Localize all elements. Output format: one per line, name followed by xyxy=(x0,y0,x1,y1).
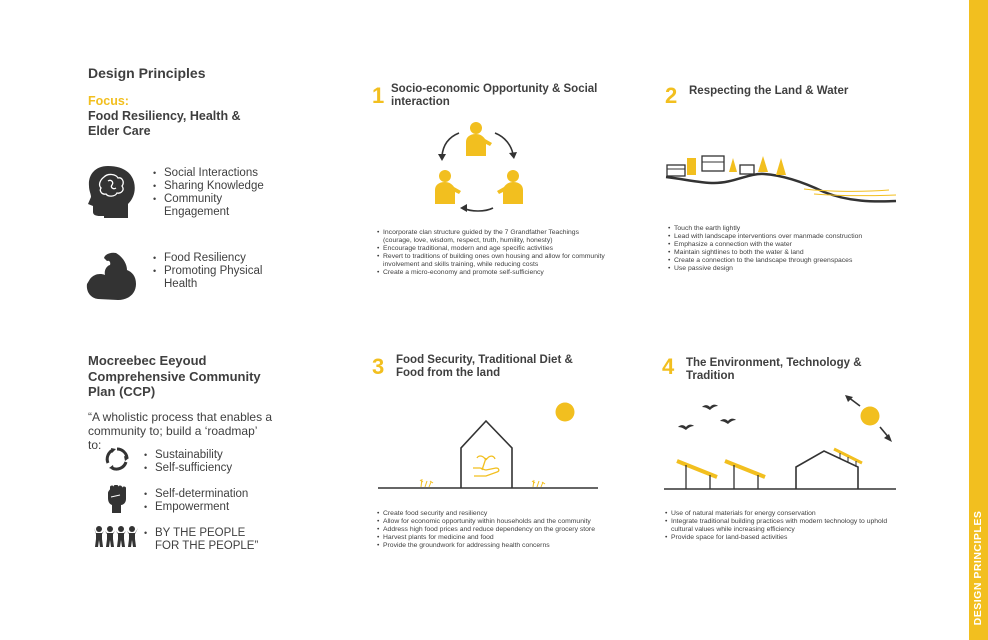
mind-list xyxy=(153,167,273,219)
list-item: • Provide the groundwork for addressing health concerns xyxy=(377,542,607,550)
section-4-title: The Environment, Technology & Tradition xyxy=(686,357,862,382)
list-item: • Use of natural materials for energy conservation xyxy=(665,510,901,518)
list-item: • Create food security and resiliency xyxy=(377,510,607,518)
flexed-arm-icon xyxy=(86,251,138,301)
social-cycle-illustration xyxy=(425,118,535,218)
strength-list xyxy=(153,252,273,291)
greenhouse-illustration xyxy=(376,398,601,493)
people-list xyxy=(144,527,269,553)
list-item: • Community Engagement xyxy=(153,193,273,219)
list-item: • Integrate traditional building practices with modern technology to uphold cultural values while increasing efficiency xyxy=(665,518,901,534)
section-1-number: 1 xyxy=(372,83,385,108)
section-3-list xyxy=(377,510,607,550)
people-group-icon xyxy=(93,525,139,549)
list-item: • Social Interactions xyxy=(153,167,273,180)
section-3-title: Food Security, Traditional Diet & Food from the land xyxy=(396,354,573,379)
section-2-list xyxy=(668,225,908,273)
list-item: • Sharing Knowledge xyxy=(153,180,273,193)
list-item: • Maintain sightlines to both the water & land xyxy=(668,249,908,257)
list-item: • Provide space for land-based activities xyxy=(665,534,901,542)
list-item: • Create a micro-economy and promote self-sufficiency xyxy=(377,269,607,277)
list-item: • BY THE PEOPLE FOR THE PEOPLE” xyxy=(144,527,269,553)
section-4-list xyxy=(665,510,901,542)
list-item: • Food Resiliency xyxy=(153,252,273,265)
list-item: • Self-sufficiency xyxy=(144,462,264,475)
list-item: • Incorporate clan structure guided by the 7 Grandfather Teachings (courage, love, wisdom, respect, truth, humility, honesty) xyxy=(377,229,607,245)
raised-fist-icon xyxy=(106,485,128,513)
page-title: Design Principles xyxy=(88,65,206,81)
list-item: • Address high food prices and reduce dependency on the grocery store xyxy=(377,526,607,534)
sidebar-label: DESIGN PRINCIPLES xyxy=(972,510,984,626)
list-item: • Create a connection to the landscape through greenspaces xyxy=(668,257,908,265)
section-3-number: 3 xyxy=(372,354,385,379)
focus-text: Food Resiliency, Health & Elder Care xyxy=(88,109,241,138)
list-item: • Encourage traditional, modern and age specific activities xyxy=(377,245,607,253)
solar-environment-illustration xyxy=(662,393,900,493)
list-item: • Promoting Physical Health xyxy=(153,265,273,291)
list-item: • Allow for economic opportunity within households and the community xyxy=(377,518,607,526)
list-item: • Touch the earth lightly xyxy=(668,225,908,233)
ccp-title: Mocreebec Eeyoud Comprehensive Community Plan (CCP) xyxy=(88,353,261,399)
cycle-list xyxy=(144,449,264,475)
section-1-title: Socio-economic Opportunity & Social interaction xyxy=(391,83,598,108)
section-2-title: Respecting the Land & Water xyxy=(689,85,849,97)
ccp-quote: “A wholistic process that enables a community to; build a ‘roadmap’ to: xyxy=(88,410,273,452)
list-item: • Use passive design xyxy=(668,265,908,273)
focus-label: Focus: xyxy=(88,94,129,108)
list-item: • Lead with landscape interventions over manmade construction xyxy=(668,233,908,241)
section-2-number: 2 xyxy=(665,83,678,108)
list-item: • Harvest plants for medicine and food xyxy=(377,534,607,542)
land-water-illustration xyxy=(664,150,899,210)
list-item: • Revert to traditions of building ones own housing and allow for community involvement and skills training, while reducing costs xyxy=(377,253,607,269)
section-1-list xyxy=(377,229,607,277)
fist-list xyxy=(144,488,264,514)
mind-head-icon xyxy=(86,164,136,218)
list-item: • Empowerment xyxy=(144,501,264,514)
list-item: • Sustainability xyxy=(144,449,264,462)
list-item: • Self-determination xyxy=(144,488,264,501)
list-item: • Emphasize a connection with the water xyxy=(668,241,908,249)
section-4-number: 4 xyxy=(662,354,675,379)
cycle-arrows-icon xyxy=(104,446,130,472)
